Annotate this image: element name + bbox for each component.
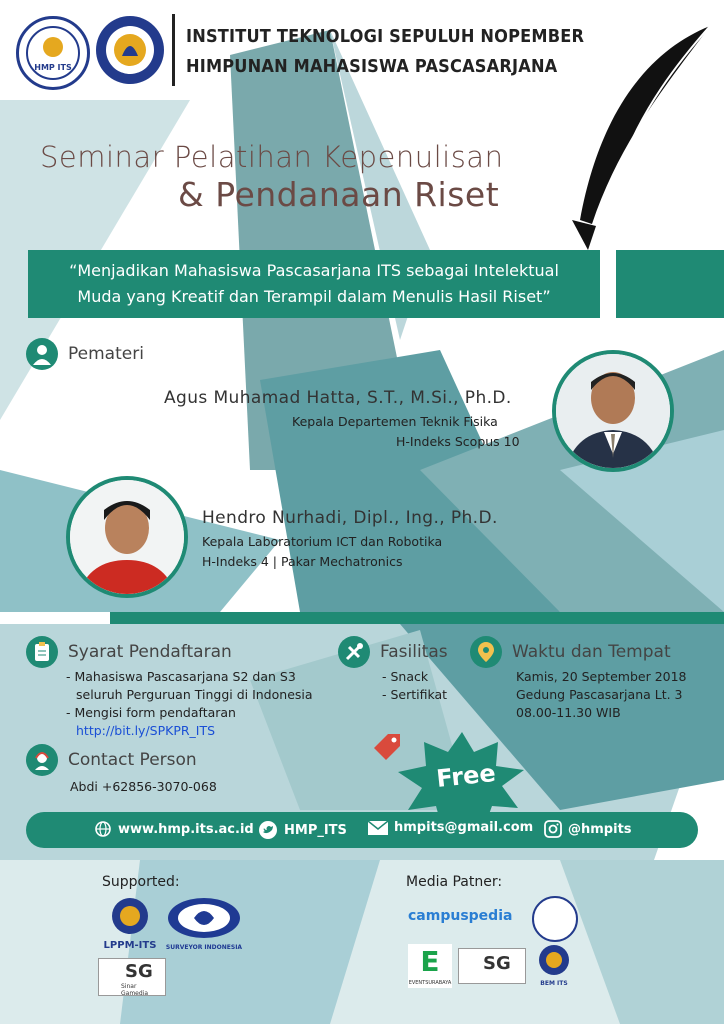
schedule-date: Kamis, 20 September 2018	[516, 669, 687, 684]
registration-heading: Syarat Pendaftaran	[68, 642, 232, 662]
its-logo	[96, 16, 164, 84]
media-sg-text: SG	[483, 953, 511, 974]
sg-sub-text: Sinar Gamedia	[121, 983, 149, 997]
clipboard-icon	[26, 636, 58, 668]
email-item[interactable]	[368, 820, 533, 835]
registration-item2: - Mengisi form pendaftaran	[66, 705, 236, 720]
theme-band-accent	[616, 250, 724, 318]
title-line-2: & Pendanaan Riset	[178, 175, 500, 214]
bem-its-text: BEM ITS	[540, 980, 568, 987]
speaker1-index: H-Indeks Scopus 10	[396, 434, 520, 449]
schedule-place: Gedung Pascasarjana Lt. 3	[516, 687, 683, 702]
eventsurabaya-letter: E	[420, 945, 440, 978]
instagram-icon	[544, 820, 562, 838]
eventsurabaya-logo	[408, 944, 452, 988]
theme-quote	[28, 258, 600, 310]
speaker-icon	[26, 338, 58, 370]
divider-stripe	[110, 612, 724, 624]
envelope-icon	[368, 821, 388, 835]
instagram-text: @hmpits	[568, 821, 632, 837]
headset-icon	[26, 744, 58, 776]
email-text: hmpits@gmail.com	[394, 820, 534, 835]
tools-icon	[338, 636, 370, 668]
schedule-heading: Waktu dan Tempat	[512, 642, 671, 662]
media-sg-logo	[458, 948, 526, 984]
theme-quote-line-2: Muda yang Kreatif dan Terampil dalam Menulis Hasil Riset”	[77, 287, 551, 306]
registration-link[interactable]: http://bit.ly/SPKPR_ITS	[76, 723, 216, 738]
campuspedia-logo: campuspedia	[408, 908, 513, 924]
sg-text: SG	[125, 961, 153, 982]
speaker2-photo	[66, 476, 188, 598]
lppm-its-text: LPPM-ITS	[103, 940, 157, 951]
speaker2-role: Kepala Laboratorium ICT dan Robotika	[202, 534, 443, 549]
supported-heading: Supported:	[102, 874, 180, 890]
registration-item1-line1: - Mahasiswa Pascasarjana S2 dan S3	[66, 669, 296, 684]
sinar-gamedia-logo	[98, 958, 166, 996]
twitter-icon	[258, 820, 278, 840]
instagram-item[interactable]	[544, 820, 632, 838]
speaker1-photo	[552, 350, 674, 472]
quill-pen-icon	[560, 20, 720, 250]
registration-item1-line2: seluruh Perguruan Tinggi di Indonesia	[76, 687, 313, 702]
facilities-item2: - Sertifikat	[382, 687, 448, 702]
surveyor-indonesia-text: SURVEYOR INDONESIA	[165, 944, 243, 951]
location-pin-icon	[470, 636, 502, 668]
speaker2-name: Hendro Nurhadi, Dipl., Ing., Ph.D.	[202, 508, 498, 528]
hmp-its-logo	[16, 16, 90, 90]
eventsurabaya-text: EVENTSURABAYA	[408, 980, 452, 986]
website-text: www.hmp.its.ac.id	[118, 821, 254, 837]
lppm-its-logo	[98, 896, 162, 956]
header-divider	[172, 14, 175, 86]
speaker1-role: Kepala Departemen Teknik Fisika	[292, 414, 498, 429]
contact-heading: Contact Person	[68, 750, 197, 770]
twitter-text: HMP_ITS	[284, 822, 347, 838]
speaker1-name: Agus Muhamad Hatta, S.T., M.Si., Ph.D.	[164, 388, 512, 408]
bem-its-logo	[532, 944, 576, 988]
website-item[interactable]	[94, 820, 254, 838]
institute-name: INSTITUT TEKNOLOGI SEPULUH NOPEMBER	[186, 26, 585, 47]
surveyor-indonesia-logo	[164, 896, 244, 956]
theme-quote-line-1: “Menjadikan Mahasiswa Pascasarjana ITS sebagai Intelektual	[69, 261, 559, 280]
speakers-heading: Pemateri	[68, 344, 144, 364]
association-name: HIMPUNAN MAHASISWA PASCASARJANA	[186, 56, 558, 77]
media-partner-heading: Media Patner:	[406, 874, 503, 890]
hmp-partner-logo	[532, 896, 578, 942]
title-line-1: Seminar Pelatihan Kepenulisan	[40, 140, 504, 174]
facilities-heading: Fasilitas	[380, 642, 448, 662]
schedule-time: 08.00-11.30 WIB	[516, 705, 621, 720]
speaker2-index: H-Indeks 4 | Pakar Mechatronics	[202, 554, 403, 569]
contact-person: Abdi +62856-3070-068	[70, 779, 217, 794]
free-badge-label: Free	[435, 758, 497, 794]
facilities-item1: - Snack	[382, 669, 429, 684]
globe-icon	[94, 820, 112, 838]
hmp-its-logo-text: HMP ITS	[34, 63, 72, 72]
twitter-item[interactable]	[258, 820, 347, 840]
